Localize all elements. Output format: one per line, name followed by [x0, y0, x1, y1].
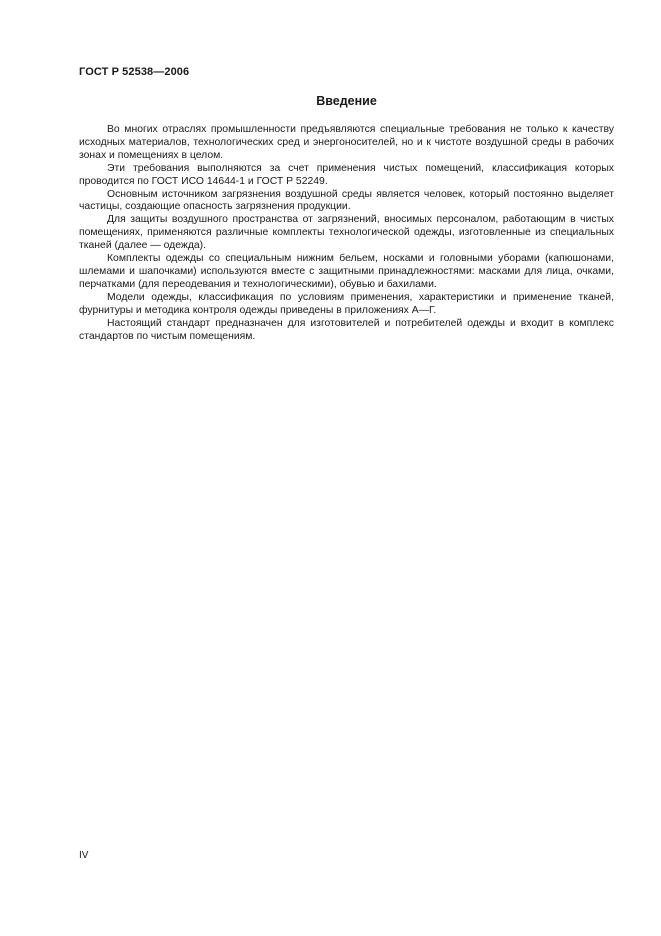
paragraph: Модели одежды, классификация по условиям применения, характеристики и применение тканей, фурнитуры и методика контроля одежды приведены в приложениях А—Г.	[79, 291, 614, 316]
paragraph: Основным источником загрязнения воздушной среды является человек, который постоянно выделяет частицы, создающие опасность загрязнения продукции.	[79, 188, 614, 213]
paragraph: Настоящий стандарт предназначен для изготовителей и потребителей одежды и входит в комплекс стандартов по чистым помещениям.	[79, 317, 614, 342]
section-body	[79, 124, 614, 343]
paragraph: Эти требования выполняются за счет применения чистых помещений, классификация которых проводится по ГОСТ ИСО 14644-1 и ГОСТ Р 52249.	[79, 162, 614, 187]
section-title: Введение	[316, 94, 377, 108]
paragraph: Для защиты воздушного пространства от загрязнений, вносимых персоналом, работающим в чистых помещениях, применяются различные комплекты технологической одежды, изготовленные из специальных тканей (далее — одежда).	[79, 214, 614, 252]
paragraph: Комплекты одежды со специальным нижним бельем, носками и головными уборами (капюшонами, шлемами и шапочками) используются вместе с защитными принадлежностями: масками для лица, очками, перчатками (для переодевания и технологическими), обувью и бахилами.	[79, 253, 614, 290]
document-header: ГОСТ Р 52538—2006	[79, 66, 190, 78]
paragraph: Во многих отраслях промышленности предъявляются специальные требования не только к качеству исходных материалов, технологических сред и энергоносителей, но и к чистоте воздушной среды в рабочих зонах и помещениях в целом.	[79, 124, 614, 161]
page-number: IV	[79, 850, 89, 861]
